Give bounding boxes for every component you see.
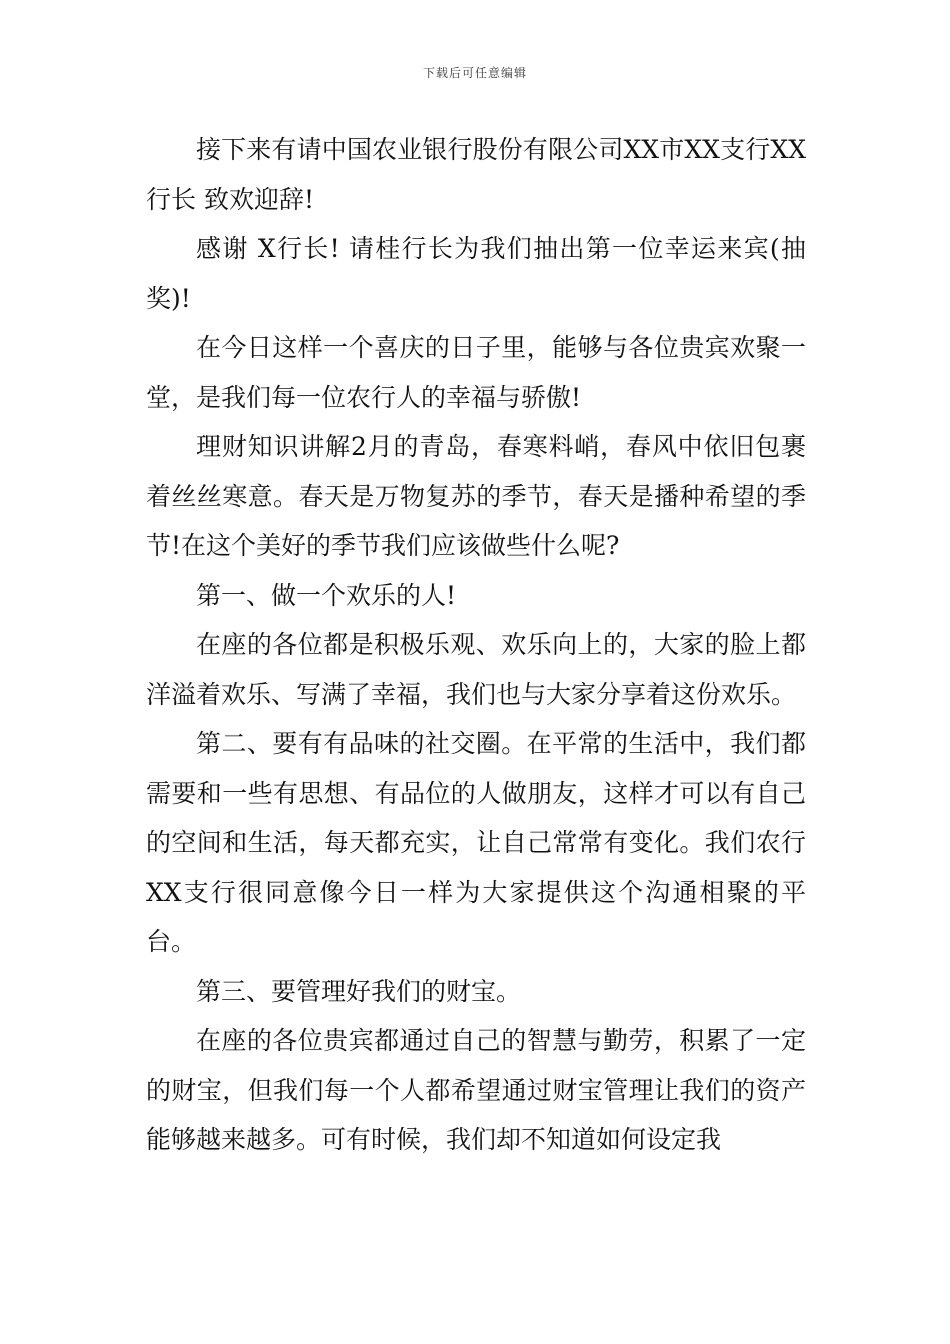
paragraph-3: 在今日这样一个喜庆的日子里，能够与各位贵宾欢聚一堂，是我们每一位农行人的幸福与骄傲! — [146, 333, 806, 412]
paragraph-1: 接下来有请中国农业银行股份有限公司XX市XX支行XX行长 致欢迎辞! — [146, 135, 806, 214]
paragraph-5: 第一、做一个欢乐的人! — [196, 580, 457, 610]
paragraph-7: 第二、要有有品味的社交圈。在平常的生活中，我们都需要和一些有思想、有品位的人做朋友，这样才可以有自己的空间和生活，每天都充实，让自己常常有变化。我们农行XX支行很同意像今日一样为大家提供这个沟通相聚的平台。 — [146, 729, 806, 956]
paragraph-6: 在座的各位都是积极乐观、欢乐向上的，大家的脸上都洋溢着欢乐、写满了幸福，我们也与大家分享着这份欢乐。 — [146, 630, 806, 709]
document-body — [146, 125, 806, 1165]
paragraph-2: 感谢 X行长! 请桂行长为我们抽出第一位幸运来宾(抽奖)! — [146, 234, 806, 313]
paragraph-8: 第三、要管理好我们的财宝。 — [196, 976, 522, 1006]
header-note: 下载后可任意编辑 — [422, 66, 527, 80]
paragraph-4: 理财知识讲解2月的青岛，春寒料峭，春风中依旧包裹着丝丝寒意。春天是万物复苏的季节，春天是播种希望的季节!在这个美好的季节我们应该做些什么呢? — [146, 432, 806, 560]
paragraph-9: 在座的各位贵宾都通过自己的智慧与勤劳，积累了一定的财宝，但我们每一个人都希望通过财宝管理让我们的资产能够越来越多。可有时候，我们却不知道如何设定我 — [146, 1026, 806, 1154]
